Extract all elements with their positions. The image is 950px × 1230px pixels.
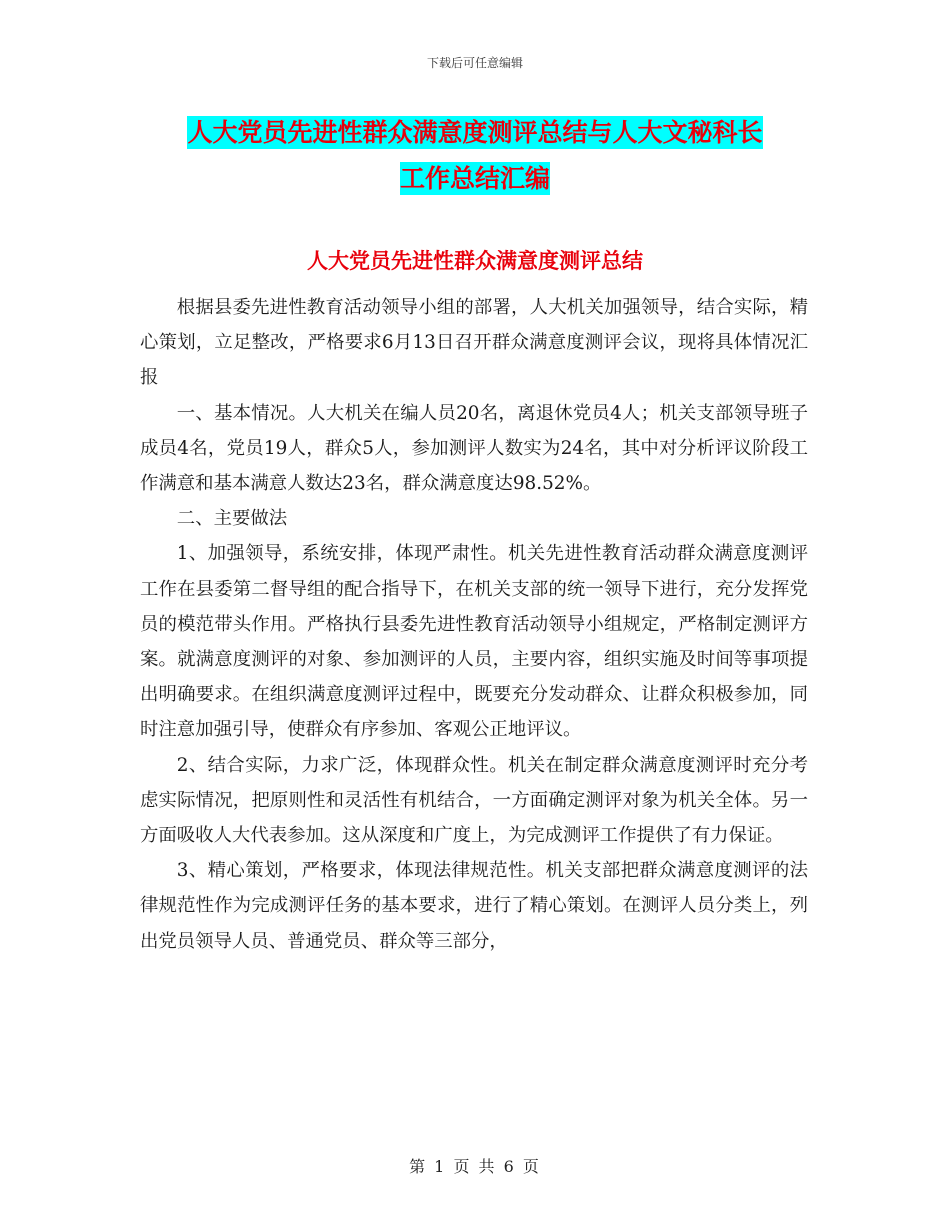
- paragraph-basic-situation: 一、基本情况。人大机关在编人员20名，离退休党员4人；机关支部领导班子成员4名，党员19人，群众5人，参加测评人数实为24名，其中对分析评议阶段工作满意和基本满意人数达23名，群众满意度达98.52%。: [140, 402, 808, 495]
- document-title-line-2: 工作总结汇编: [399, 164, 550, 193]
- page-number-footer: 第 1 页 共 6 页: [409, 1157, 541, 1176]
- header-note: 下载后可任意编辑: [426, 56, 523, 70]
- document-title: [140, 110, 810, 202]
- paragraph-main-methods-heading: 二、主要做法: [176, 508, 288, 530]
- paragraph-method-2: 2、结合实际，力求广泛，体现群众性。机关在制定群众满意度测评时充分考虑实际情况，把原则性和灵活性有机结合，一方面确定测评对象为机关全体。另一方面吸收人大代表参加。这从深度和广度上，为完成测评工作提供了有力保证。: [140, 754, 808, 847]
- section-title: 人大党员先进性群众满意度测评总结: [307, 249, 643, 273]
- paragraph-method-3: 3、精心策划，严格要求，体现法律规范性。机关支部把群众满意度测评的法律规范性作为完成测评任务的基本要求，进行了精心策划。在测评人员分类上，列出党员领导人员、普通党员、群众等三部分，: [140, 860, 808, 952]
- paragraph-method-1: 1、加强领导，系统安排，体现严肃性。机关先进性教育活动群众满意度测评工作在县委第二督导组的配合指导下，在机关支部的统一领导下进行，充分发挥党员的模范带头作用。严格执行县委先进性教育活动领导小组规定，严格制定测评方案。就满意度测评的对象、参加测评的人员，主要内容，组织实施及时间等事项提出明确要求。在组织满意度测评过程中，既要充分发动群众、让群众积极参加，同时注意加强引导，使群众有序参加、客观公正地评议。: [140, 543, 808, 741]
- document-title-line-1: 人大党员先进性群众满意度测评总结与人大文秘科长: [187, 118, 763, 147]
- paragraph-intro: 根据县委先进性教育活动领导小组的部署，人大机关加强领导，结合实际，精心策划，立足整改，严格要求6月13日召开群众满意度测评会议，现将具体情况汇报: [140, 297, 808, 389]
- document-body: [140, 290, 808, 959]
